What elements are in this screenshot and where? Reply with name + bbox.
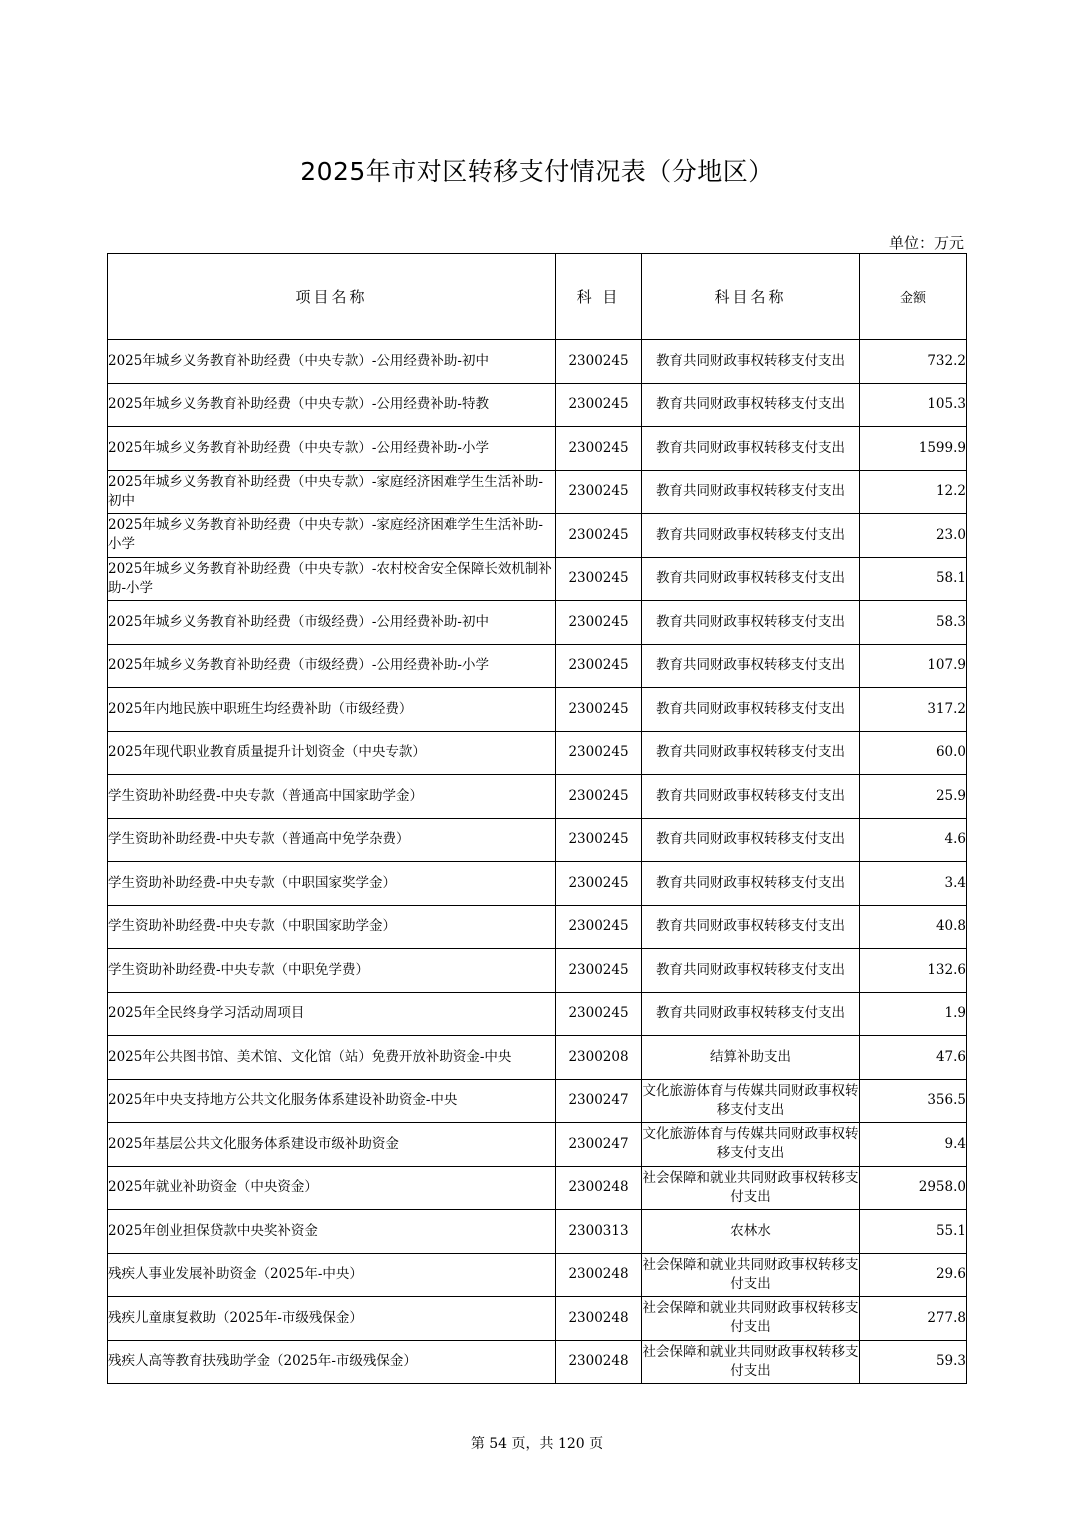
cell-subject: 社会保障和就业共同财政事权转移支付支出 [642,1166,860,1210]
cell-amount: 277.8 [860,1297,967,1341]
cell-code: 2300245 [556,514,642,558]
cell-subject: 教育共同财政事权转移支付支出 [642,992,860,1036]
cell-subject: 教育共同财政事权转移支付支出 [642,818,860,862]
cell-subject: 文化旅游体育与传媒共同财政事权转移支付支出 [642,1123,860,1167]
table-row [108,1340,967,1384]
table-row [108,731,967,775]
cell-subject: 教育共同财政事权转移支付支出 [642,427,860,471]
cell-name: 残疾儿童康复救助（2025年-市级残保金） [108,1297,556,1341]
cell-name: 残疾人高等教育扶残助学金（2025年-市级残保金） [108,1340,556,1384]
cell-subject: 教育共同财政事权转移支付支出 [642,383,860,427]
cell-amount: 2958.0 [860,1166,967,1210]
table-row [108,949,967,993]
cell-amount: 1.9 [860,992,967,1036]
cell-name: 学生资助补助经费-中央专款（中职国家助学金） [108,905,556,949]
cell-name: 2025年中央支持地方公共文化服务体系建设补助资金-中央 [108,1079,556,1123]
cell-amount: 9.4 [860,1123,967,1167]
table-row [108,644,967,688]
cell-name: 学生资助补助经费-中央专款（普通高中国家助学金） [108,775,556,819]
cell-amount: 25.9 [860,775,967,819]
cell-code: 2300245 [556,862,642,906]
table-row [108,557,967,601]
table-row [108,383,967,427]
cell-subject: 教育共同财政事权转移支付支出 [642,514,860,558]
cell-name: 2025年城乡义务教育补助经费（市级经费）-公用经费补助-小学 [108,644,556,688]
cell-code: 2300248 [556,1340,642,1384]
cell-amount: 1599.9 [860,427,967,471]
table-row [108,427,967,471]
cell-name: 2025年现代职业教育质量提升计划资金（中央专款） [108,731,556,775]
cell-amount: 58.1 [860,557,967,601]
cell-amount: 356.5 [860,1079,967,1123]
cell-subject: 教育共同财政事权转移支付支出 [642,775,860,819]
cell-code: 2300245 [556,601,642,645]
cell-subject: 农林水 [642,1210,860,1254]
table-row [108,1297,967,1341]
cell-code: 2300245 [556,427,642,471]
cell-amount: 132.6 [860,949,967,993]
cell-amount: 29.6 [860,1253,967,1297]
table-row [108,470,967,514]
cell-amount: 4.6 [860,818,967,862]
cell-code: 2300245 [556,644,642,688]
header-amount: 金额 [860,254,967,340]
cell-subject: 教育共同财政事权转移支付支出 [642,601,860,645]
cell-amount: 59.3 [860,1340,967,1384]
cell-subject: 社会保障和就业共同财政事权转移支付支出 [642,1253,860,1297]
table-row [108,688,967,732]
cell-code: 2300313 [556,1210,642,1254]
cell-name: 2025年城乡义务教育补助经费（中央专款）-家庭经济困难学生生活补助-小学 [108,514,556,558]
table-header-row [108,254,967,340]
cell-amount: 47.6 [860,1036,967,1080]
header-code: 科 目 [556,254,642,340]
table-row [108,340,967,384]
cell-amount: 60.0 [860,731,967,775]
transfer-table [107,253,967,1384]
cell-code: 2300245 [556,383,642,427]
table-row [108,862,967,906]
cell-subject: 文化旅游体育与传媒共同财政事权转移支付支出 [642,1079,860,1123]
table-row [108,1036,967,1080]
header-subject: 科目名称 [642,254,860,340]
header-name: 项目名称 [108,254,556,340]
cell-amount: 55.1 [860,1210,967,1254]
page-title: 2025年市对区转移支付情况表（分地区） [300,157,774,186]
cell-code: 2300245 [556,992,642,1036]
cell-name: 2025年就业补助资金（中央资金） [108,1166,556,1210]
cell-code: 2300245 [556,731,642,775]
table-body [108,340,967,1384]
cell-code: 2300248 [556,1166,642,1210]
cell-name: 2025年创业担保贷款中央奖补资金 [108,1210,556,1254]
cell-code: 2300248 [556,1253,642,1297]
cell-code: 2300245 [556,949,642,993]
table-row [108,1079,967,1123]
cell-code: 2300245 [556,340,642,384]
cell-amount: 12.2 [860,470,967,514]
table-row [108,1123,967,1167]
cell-amount: 107.9 [860,644,967,688]
cell-subject: 教育共同财政事权转移支付支出 [642,905,860,949]
cell-subject: 教育共同财政事权转移支付支出 [642,557,860,601]
table-row [108,905,967,949]
table-row [108,775,967,819]
cell-amount: 40.8 [860,905,967,949]
cell-subject: 教育共同财政事权转移支付支出 [642,949,860,993]
cell-name: 2025年内地民族中职班生均经费补助（市级经费） [108,688,556,732]
table-row [108,1166,967,1210]
cell-subject: 社会保障和就业共同财政事权转移支付支出 [642,1297,860,1341]
cell-name: 2025年城乡义务教育补助经费（中央专款）-公用经费补助-小学 [108,427,556,471]
cell-code: 2300245 [556,470,642,514]
table-row [108,992,967,1036]
cell-code: 2300247 [556,1123,642,1167]
cell-subject: 教育共同财政事权转移支付支出 [642,644,860,688]
table-row [108,1210,967,1254]
cell-name: 2025年城乡义务教育补助经费（中央专款）-农村校舍安全保障长效机制补助-小学 [108,557,556,601]
unit-label: 单位：万元 [888,234,964,252]
cell-name: 学生资助补助经费-中央专款（中职免学费） [108,949,556,993]
cell-amount: 58.3 [860,601,967,645]
cell-name: 学生资助补助经费-中央专款（中职国家奖学金） [108,862,556,906]
cell-code: 2300208 [556,1036,642,1080]
cell-amount: 23.0 [860,514,967,558]
cell-name: 2025年基层公共文化服务体系建设市级补助资金 [108,1123,556,1167]
table-row [108,1253,967,1297]
cell-code: 2300245 [556,775,642,819]
cell-name: 2025年城乡义务教育补助经费（中央专款）-公用经费补助-特教 [108,383,556,427]
cell-name: 2025年城乡义务教育补助经费（中央专款）-公用经费补助-初中 [108,340,556,384]
cell-name: 2025年公共图书馆、美术馆、文化馆（站）免费开放补助资金-中央 [108,1036,556,1080]
cell-subject: 教育共同财政事权转移支付支出 [642,862,860,906]
table-row [108,514,967,558]
cell-subject: 教育共同财政事权转移支付支出 [642,731,860,775]
cell-subject: 教育共同财政事权转移支付支出 [642,340,860,384]
cell-subject: 教育共同财政事权转移支付支出 [642,470,860,514]
cell-code: 2300245 [556,905,642,949]
cell-name: 2025年城乡义务教育补助经费（市级经费）-公用经费补助-初中 [108,601,556,645]
cell-code: 2300245 [556,557,642,601]
cell-amount: 3.4 [860,862,967,906]
cell-subject: 社会保障和就业共同财政事权转移支付支出 [642,1340,860,1384]
cell-code: 2300248 [556,1297,642,1341]
cell-name: 学生资助补助经费-中央专款（普通高中免学杂费） [108,818,556,862]
cell-subject: 结算补助支出 [642,1036,860,1080]
cell-name: 2025年城乡义务教育补助经费（中央专款）-家庭经济困难学生生活补助-初中 [108,470,556,514]
table-row [108,818,967,862]
cell-code: 2300247 [556,1079,642,1123]
table-row [108,601,967,645]
cell-name: 残疾人事业发展补助资金（2025年-中央） [108,1253,556,1297]
cell-amount: 105.3 [860,383,967,427]
cell-code: 2300245 [556,688,642,732]
cell-amount: 317.2 [860,688,967,732]
cell-name: 2025年全民终身学习活动周项目 [108,992,556,1036]
cell-amount: 732.2 [860,340,967,384]
cell-subject: 教育共同财政事权转移支付支出 [642,688,860,732]
cell-code: 2300245 [556,818,642,862]
page-footer: 第 54 页，共 120 页 [470,1436,604,1452]
